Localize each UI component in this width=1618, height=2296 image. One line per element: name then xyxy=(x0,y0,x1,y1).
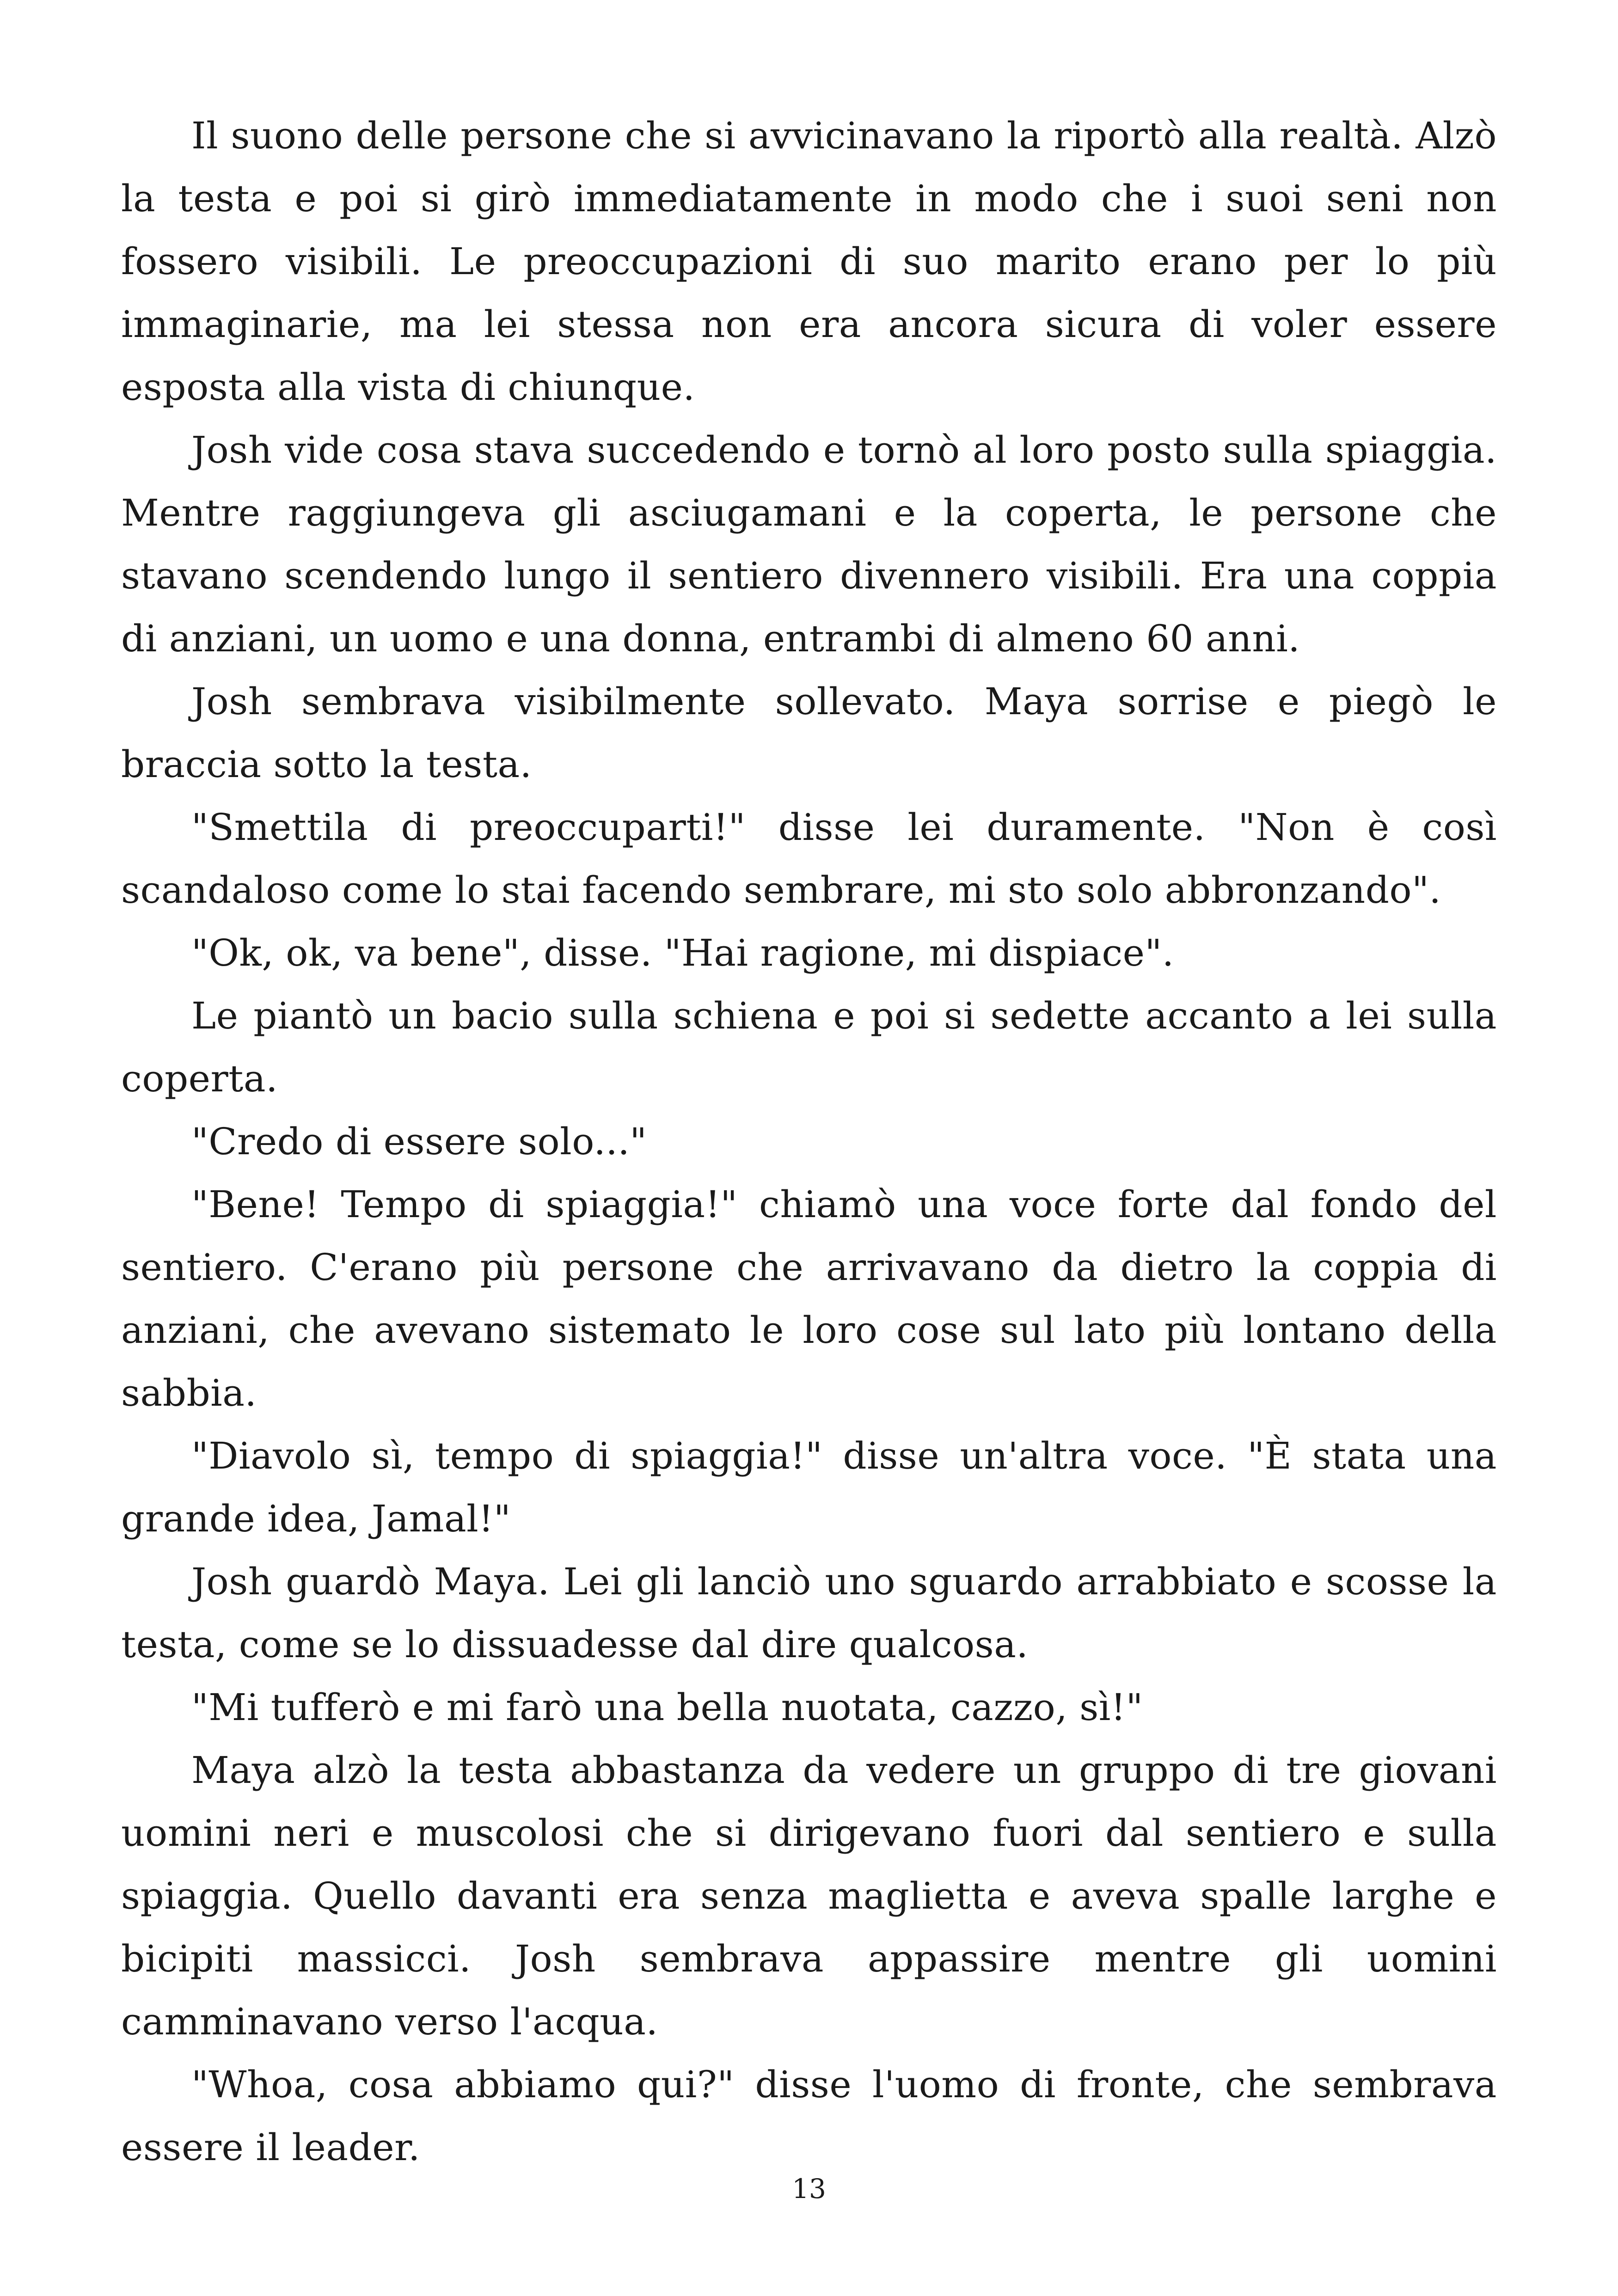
paragraph: Josh sembrava visibilmente sollevato. Maya sorrise e piegò le braccia sotto la testa. xyxy=(121,680,1497,786)
paragraph: "Bene! Tempo di spiaggia!" chiamò una voce forte dal fondo del sentiero. C'erano più persone che arrivavano da dietro la coppia di anziani, che avevano sistemato le loro cose sul lato più lontano della sabbia. xyxy=(121,1183,1497,1414)
paragraph: "Credo di essere solo..." xyxy=(191,1120,647,1163)
paragraph: "Smettila di preoccuparti!" disse lei duramente. "Non è così scandaloso come lo stai facendo sembrare, mi sto solo abbronzando". xyxy=(121,806,1497,912)
paragraph: "Ok, ok, va bene", disse. "Hai ragione, mi dispiace". xyxy=(191,931,1174,974)
paragraph: Maya alzò la testa abbastanza da vedere un gruppo di tre giovani uomini neri e muscolosi che si dirigevano fuori dal sentiero e sulla spiaggia. Quello davanti era senza maglietta e aveva spalle larghe e bicipiti massicci. Josh sembrava appassire mentre gli uomini camminavano verso l'acqua. xyxy=(121,1749,1497,2043)
page-number: 13 xyxy=(792,2173,826,2204)
paragraph: "Diavolo sì, tempo di spiaggia!" disse un'altra voce. "È stata una grande idea, Jamal!" xyxy=(121,1434,1497,1540)
paragraph: Josh guardò Maya. Lei gli lanciò uno sguardo arrabbiato e scosse la testa, come se lo dissuadesse dal dire qualcosa. xyxy=(121,1560,1497,1666)
paragraph: Il suono delle persone che si avvicinavano la riportò alla realtà. Alzò la testa e poi si girò immediatamente in modo che i suoi seni non fossero visibili. Le preoccupazioni di suo marito erano per lo più immaginarie, ma lei stessa non era ancora sicura di voler essere esposta alla vista di chiunque. xyxy=(121,114,1497,409)
body-text xyxy=(121,104,1497,2179)
paragraph: "Mi tufferò e mi farò una bella nuotata, cazzo, sì!" xyxy=(191,1686,1143,1729)
paragraph: "Whoa, cosa abbiamo qui?" disse l'uomo di fronte, che sembrava essere il leader. xyxy=(121,2063,1497,2169)
paragraph: Le piantò un bacio sulla schiena e poi si sedette accanto a lei sulla coperta. xyxy=(121,994,1497,1100)
paragraph: Josh vide cosa stava succedendo e tornò al loro posto sulla spiaggia. Mentre raggiungeva gli asciugamani e la coperta, le persone che stavano scendendo lungo il sentiero divennero visibili. Era una coppia di anziani, un uomo e una donna, entrambi di almeno 60 anni. xyxy=(121,429,1497,660)
